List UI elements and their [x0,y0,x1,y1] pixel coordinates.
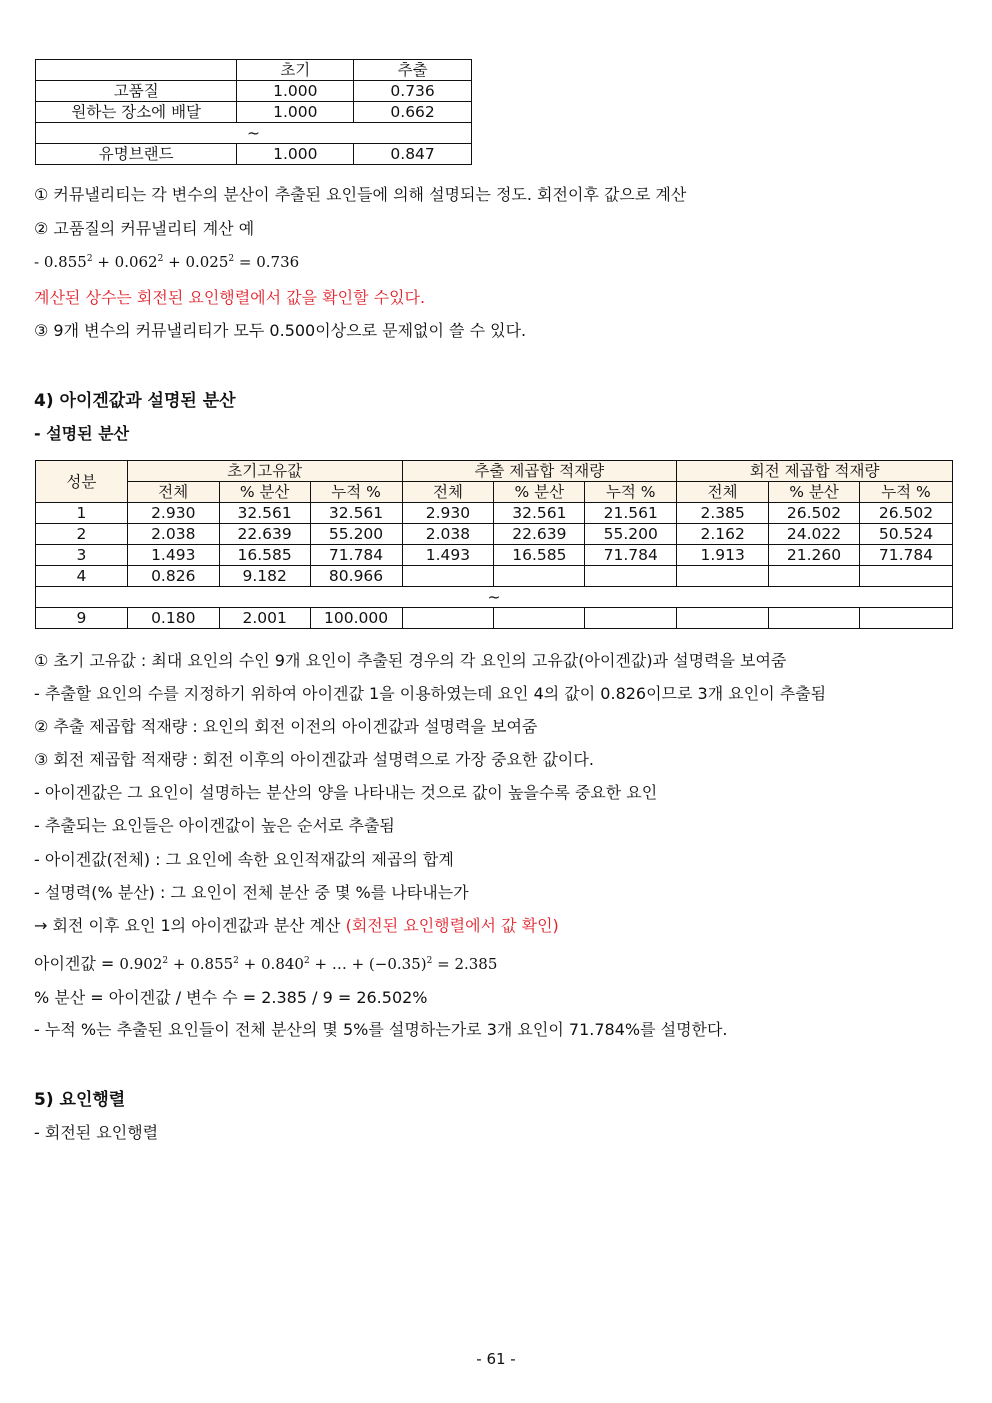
table-cell: 2.001 [219,608,310,629]
table-cell: 26.502 [859,503,952,524]
subheader-cell: % 분산 [769,482,860,503]
table-cell: 2.162 [677,524,769,545]
table-cell [769,566,860,587]
table-cell: 2 [36,524,128,545]
table-cell [494,566,585,587]
table-cell [402,566,494,587]
communality-formula: - $0.855^2 + 0.062^2 + 0.025^2 = 0.736$ [34,253,300,271]
section-4-subtitle: - 설명된 분산 [34,424,130,443]
section-4-title: 4) 아이겐값과 설명된 분산 [34,391,236,411]
variance-note-3: ② 추출 제곱합 적재량 : 요인의 회전 이전의 아이겐값과 설명력을 보여줌 [34,717,538,736]
red-note: 계산된 상수는 회전된 요인행렬에서 값을 확인할 수있다. [34,288,426,307]
exponent: 2 [233,956,239,966]
table-cell: 1.493 [127,545,219,566]
table-row [36,524,953,545]
table-cell [585,608,677,629]
variance-note-12: - 누적 %는 추출된 요인들이 전체 분산의 몇 5%를 설명하는가로 3개 요인이 71.784%를 설명한다. [34,1020,728,1039]
table-cell [769,608,860,629]
variance-note-1: ① 초기 고유값 : 최대 요인의 수인 9개 요인이 추출된 경우의 각 요인의 고유값(아이겐값)과 설명력을 보여줌 [34,651,787,670]
table-cell: 50.524 [859,524,952,545]
table-cell: 0.847 [354,144,472,165]
note-text: → 회전 이후 요인 1의 아이겐값과 분산 계산 [34,916,346,935]
table-group-header-row [36,461,953,482]
table-cell: 0.826 [127,566,219,587]
table-subheader-row [36,482,953,503]
subheader-cell: 전체 [402,482,494,503]
table-cell: 0.736 [354,81,472,102]
table-cell: 100.000 [310,608,402,629]
table-row [36,503,953,524]
header-cell: 추출 [354,60,472,81]
table-row [36,545,953,566]
table-cell: 2.930 [127,503,219,524]
table-cell: 26.502 [769,503,860,524]
table-cell: 1.913 [677,545,769,566]
table-cell: 2.038 [402,524,494,545]
table-cell [585,566,677,587]
variance-note-11: % 분산 = 아이겐값 / 변수 수 = 2.385 / 9 = 26.502% [34,988,428,1007]
formula-result: 0.736 [256,253,300,271]
table-cell [859,608,952,629]
table-ellipsis-row [36,587,953,608]
group-header: 회전 제곱합 적재량 [677,461,953,482]
subheader-cell: 누적 % [585,482,677,503]
table-cell: 32.561 [219,503,310,524]
ellipsis-cell: ~ [36,123,472,144]
formula-prefix: - [34,253,40,271]
table-cell [859,566,952,587]
table-cell: 0.180 [127,608,219,629]
table-cell: 21.561 [585,503,677,524]
ellipsis-cell: ~ [36,587,953,608]
table-cell: 71.784 [310,545,402,566]
table-cell: 55.200 [310,524,402,545]
variance-note-7: - 아이겐값(전체) : 그 요인에 속한 요인적재값의 제곱의 합계 [34,850,454,869]
table-cell: 0.662 [354,102,472,123]
table-cell: 1 [36,503,128,524]
table-cell: 1.000 [237,102,354,123]
table-cell: 1.000 [237,81,354,102]
table-cell: 4 [36,566,128,587]
variance-table [35,460,953,629]
table-row [36,144,472,165]
table-cell: 2.038 [127,524,219,545]
table-cell [494,608,585,629]
subheader-cell: % 분산 [494,482,585,503]
table-cell: 55.200 [585,524,677,545]
group-header: 초기고유값 [127,461,402,482]
table-cell: 24.022 [769,524,860,545]
formula-result: 2.385 [454,955,498,973]
page-number: - 61 - [476,1350,516,1368]
table-row [36,81,472,102]
variance-note-5: - 아이겐값은 그 요인이 설명하는 분산의 양을 나타내는 것으로 값이 높을수록 중요한 요인 [34,783,658,802]
section-5-subtitle: - 회전된 요인행렬 [34,1123,159,1142]
eigen-label: 아이겐값 = [34,954,115,973]
variance-note-2: - 추출할 요인의 수를 지정하기 위하여 아이겐값 1을 이용하였는데 요인 4의 값이 0.826이므로 3개 요인이 추출됨 [34,684,827,703]
variance-note-4: ③ 회전 제곱합 적재량 : 회전 이후의 아이겐값과 설명력으로 가장 중요한 값이다. [34,750,594,769]
exponent: 2 [162,956,169,966]
table-cell: 2.930 [402,503,494,524]
table-cell: 32.561 [494,503,585,524]
table-cell: 고품질 [36,81,237,102]
table-cell: 2.385 [677,503,769,524]
variance-note-8: - 설명력(% 분산) : 그 요인이 전체 분산 중 몇 %를 나타내는가 [34,883,469,902]
subheader-cell: 전체 [677,482,769,503]
subheader-cell: 누적 % [859,482,952,503]
table-cell: 1.493 [402,545,494,566]
formula-term: 0.025 [185,253,229,271]
table-cell: 유명브랜드 [36,144,237,165]
table-cell: 1.000 [237,144,354,165]
eigenvalue-formula: 아이겐값 = $0.902^2 + 0.855^2 + 0.840^2$ + … + $(-0.35)^2 = 2.385$ [34,954,498,973]
variance-note-6: - 추출되는 요인들은 아이겐값이 높은 순서로 추출됨 [34,816,395,835]
table-cell: 21.260 [769,545,860,566]
component-header: 성분 [36,461,128,503]
exponent: 2 [228,254,235,264]
table-cell: 22.639 [219,524,310,545]
group-header: 추출 제곱합 적재량 [402,461,677,482]
variance-note-9 [34,913,559,936]
table-cell [677,566,769,587]
red-note: (회전된 요인행렬에서 값 확인) [345,916,559,935]
formula-term: 0.855 [43,253,87,271]
communality-note-2: ② 고품질의 커뮤낼리티 계산 예 [34,219,255,238]
section-5-title: 5) 요인행렬 [34,1090,126,1110]
formula-term: 0.840 [261,955,304,973]
exponent: 2 [86,254,93,264]
communality-note-3: ③ 9개 변수의 커뮤낼리티가 모두 0.500이상으로 문제없이 쓸 수 있다. [34,321,527,340]
table-row [36,102,472,123]
subheader-cell: 누적 % [310,482,402,503]
subheader-cell: 전체 [127,482,219,503]
communality-table [35,59,472,165]
exponent: 2 [303,956,310,966]
table-cell: 22.639 [494,524,585,545]
formula-term: 0.902 [119,955,163,973]
table-cell: 9 [36,608,128,629]
table-ellipsis-row [36,123,472,144]
table-cell: 원하는 장소에 배달 [36,102,237,123]
table-cell: 71.784 [585,545,677,566]
table-cell: 3 [36,545,128,566]
table-cell [402,608,494,629]
table-row [36,566,953,587]
table-cell [677,608,769,629]
formula-dots: … [331,955,347,973]
table-cell: 9.182 [219,566,310,587]
exponent: 2 [157,254,164,264]
formula-term: (−0.35) [368,955,427,973]
exponent: 2 [426,956,433,966]
formula-term: 0.855 [190,955,234,973]
table-cell: 80.966 [310,566,402,587]
table-header-row [36,60,472,81]
table-cell: 32.561 [310,503,402,524]
header-cell [36,60,237,81]
table-row [36,608,953,629]
subheader-cell: % 분산 [219,482,310,503]
table-cell: 71.784 [859,545,952,566]
formula-term: 0.062 [114,253,158,271]
table-cell: 16.585 [219,545,310,566]
header-cell: 초기 [237,60,354,81]
table-cell: 16.585 [494,545,585,566]
communality-note-1: ① 커뮤낼리티는 각 변수의 분산이 추출된 요인들에 의해 설명되는 정도. 회전이후 값으로 계산 [34,185,687,204]
